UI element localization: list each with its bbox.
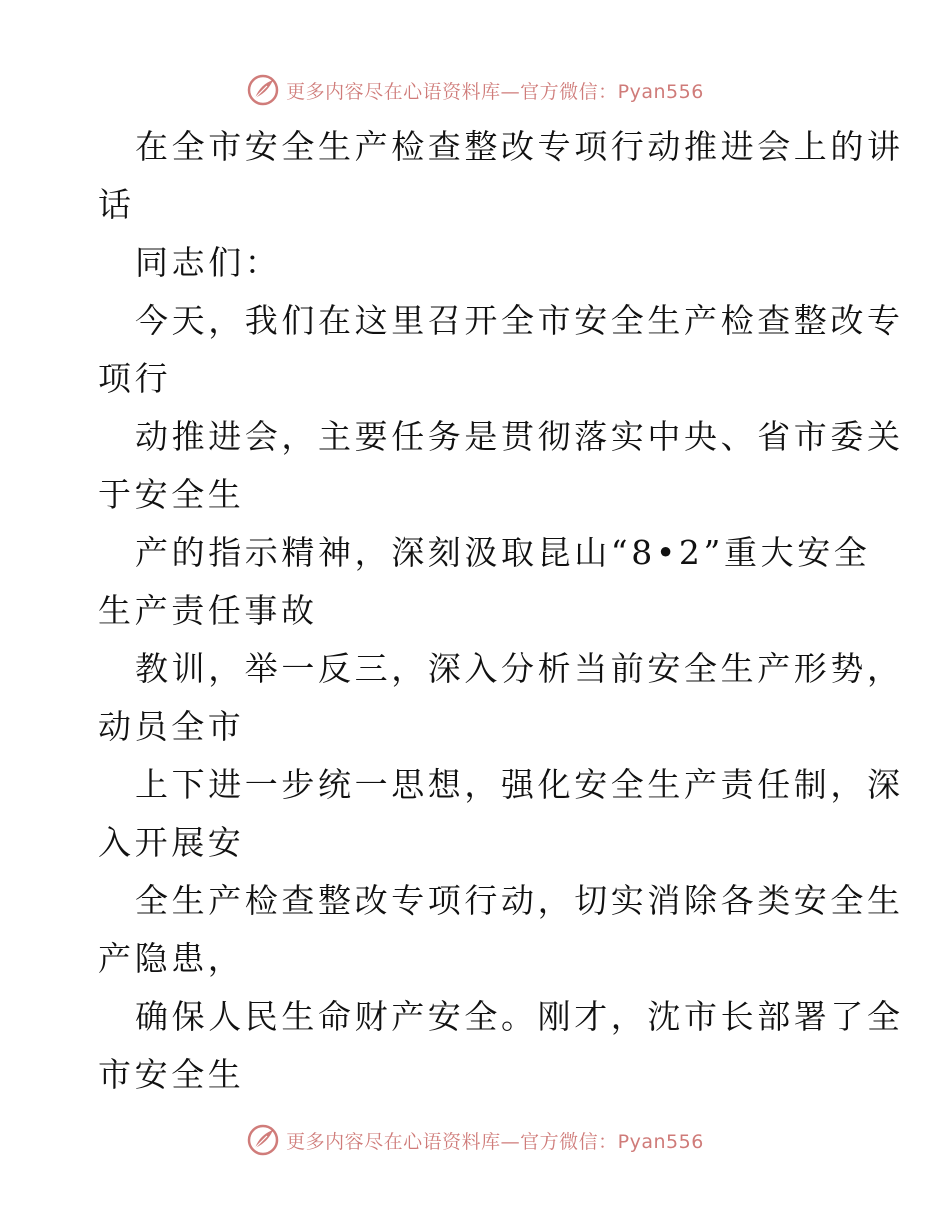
- paragraph-line: 入开展安: [98, 823, 245, 862]
- header-watermark: [0, 72, 950, 108]
- paragraph-line: 项行: [98, 359, 172, 398]
- paragraph-line: 生产责任事故: [98, 591, 318, 630]
- paragraph-line: 产隐患，: [98, 939, 245, 978]
- paragraph-line: 话: [98, 185, 135, 224]
- paragraph-line: 于安全生: [98, 475, 245, 514]
- watermark-text: 更多内容尽在心语资料库—官方微信：Pyan556: [286, 80, 704, 103]
- paragraph-line: 确保人民生命财产安全。刚才，沈市长部署了全: [135, 997, 904, 1036]
- paragraph-line: 同志们：: [135, 243, 282, 282]
- watermark-text: 更多内容尽在心语资料库—官方微信：Pyan556: [286, 1130, 704, 1153]
- feather-pen-logo-icon: [246, 1123, 280, 1157]
- feather-pen-logo-icon: [246, 73, 280, 107]
- paragraph-line: 教训，举一反三，深入分析当前安全生产形势，: [135, 649, 904, 688]
- paragraph-line: 产的指示精神，深刻汲取昆山“8•2”重大安全: [135, 533, 871, 572]
- paragraph-line: 今天，我们在这里召开全市安全生产检查整改专: [135, 301, 904, 340]
- paragraph-line: 上下进一步统一思想，强化安全生产责任制，深: [135, 765, 904, 804]
- paragraph-line: 动推进会，主要任务是贯彻落实中央、省市委关: [135, 417, 904, 456]
- document-title-line: 在全市安全生产检查整改专项行动推进会上的讲: [135, 127, 904, 166]
- document-body: [98, 118, 904, 1104]
- paragraph-line: 全生产检查整改专项行动，切实消除各类安全生: [135, 881, 904, 920]
- paragraph-line: 市安全生: [98, 1055, 245, 1094]
- paragraph-line: 动员全市: [98, 707, 245, 746]
- footer-watermark: [0, 1122, 950, 1158]
